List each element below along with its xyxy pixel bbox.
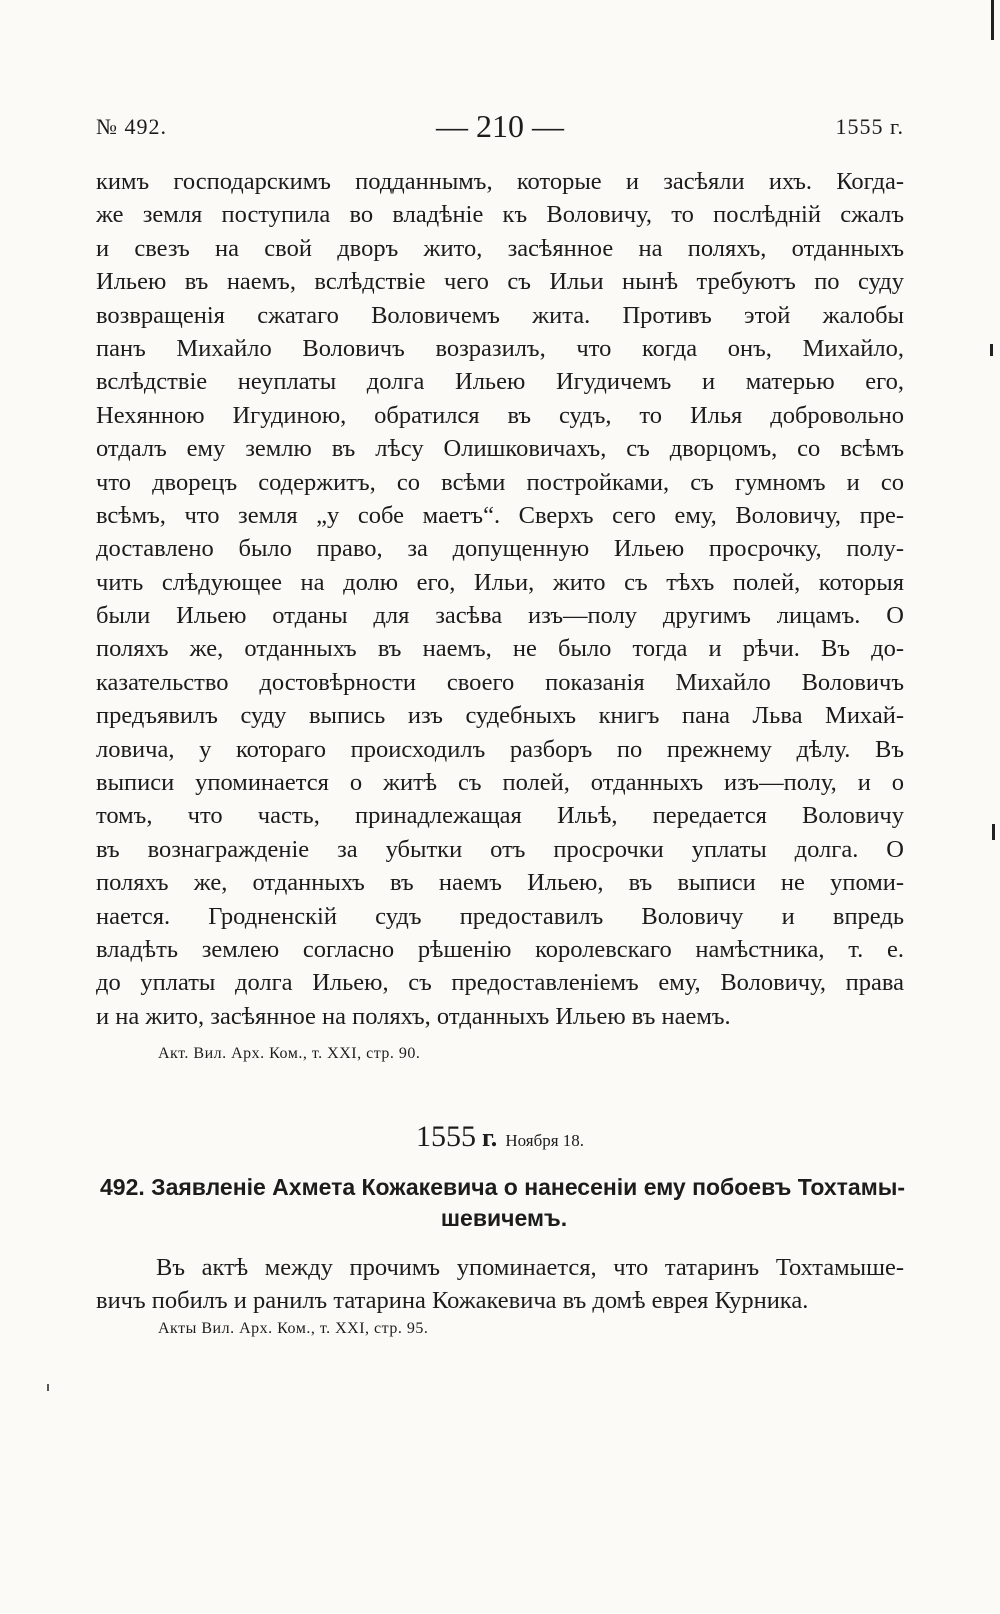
text-line: ловича, у котораго происходилъ разборъ по прежнему дѣлу. Въ (96, 735, 904, 763)
text-line: поляхъ же, отданныхъ въ наемъ Ильею, въ выписи не упоми- (96, 869, 904, 897)
page-header (96, 108, 904, 148)
document-number: № 492. (96, 114, 167, 139)
text-line: нается. Гродненскій судъ предоставилъ Воловичу и впредь (96, 902, 904, 930)
text-line: предъявилъ суду выпись изъ судебныхъ книгъ пана Льва Михай- (96, 702, 904, 730)
main-text (96, 165, 904, 1033)
text-line: томъ, что часть, принадлежащая Ильѣ, передается Воловичу (96, 802, 904, 830)
text-line: что дворецъ содержитъ, со всѣми постройками, съ гумномъ и со (96, 468, 904, 496)
title-line: 492. Заявленіе Ахмета Кожакевича о нанесеніи ему побоевъ Тохтамы- (100, 1174, 906, 1200)
text-line: возвращенія сжатаго Воловичемъ жита. Противъ этой жалобы (96, 301, 904, 329)
text-line: вичъ побилъ и ранилъ татарина Кожакевича въ домѣ еврея Курника. (96, 1287, 809, 1315)
page-edge-mark (990, 344, 993, 356)
date-year: 1555 (415, 1120, 476, 1153)
text-line: до уплаты долга Ильею, съ предоставленіемъ ему, Воловичу, права (96, 969, 904, 997)
text-line: казательство достовѣрности своего показанія Михайло Воловичъ (96, 668, 904, 696)
header-year: 1555 г. (835, 114, 904, 139)
page-edge-mark (992, 824, 995, 840)
text-line: доставлено было право, за допущенную Ильею просрочку, полу- (96, 535, 904, 563)
text-line: всѣмъ, что земля „у собе маетъ“. Сверхъ сего ему, Воловичу, пре- (96, 501, 904, 529)
text-line: панъ Михайло Воловичъ возразилъ, что когда онъ, Михайло, (96, 334, 904, 362)
citation-source: Акты Вил. Арх. Ком., т. XXI, стр. 95. (158, 1320, 429, 1337)
text-line: кимъ господарскимъ подданнымъ, которые и засѣяли ихъ. Когда- (96, 168, 904, 195)
date-year-suffix: г. (481, 1123, 498, 1152)
entry-text (96, 1251, 904, 1318)
entry-date (0, 1120, 1000, 1154)
text-line: выписи упоминается о житѣ съ полей, отданныхъ изъ—полу, и о (96, 769, 904, 797)
scan-speck (47, 1384, 49, 1391)
text-line: вслѣдствіе неуплаты долга Ильею Игудичемъ и матерью его, (96, 368, 904, 396)
title-line: шевичемъ. (440, 1205, 568, 1231)
text-line: чить слѣдующее на долю его, Ильи, жито съ тѣхъ полей, которыя (96, 568, 904, 596)
text-line: были Ильею отданы для засѣва изъ—полу другимъ лицамъ. О (96, 602, 904, 630)
text-line: и на жито, засѣянное на поляхъ, отданныхъ Ильею въ наемъ. (96, 1002, 731, 1030)
citation-source: Акт. Вил. Арх. Ком., т. XXI, стр. 90. (158, 1045, 421, 1062)
page-edge-mark (991, 0, 994, 40)
text-line: Ильею въ наемъ, вслѣдствіе чего съ Ильи нынѣ требуютъ по суду (96, 268, 904, 296)
text-line: же земля поступила во владѣніе къ Воловичу, то послѣдній сжалъ (96, 201, 904, 229)
text-line: владѣть землею согласно рѣшенію королевскаго намѣстника, т. е. (96, 935, 904, 963)
entry-title (100, 1172, 908, 1234)
page-number: — 210 — (436, 108, 564, 144)
text-line: отдалъ ему землю въ лѣсу Олишковичахъ, съ дворцомъ, со всѣмъ (96, 435, 904, 463)
text-line: поляхъ же, отданныхъ въ наемъ, не было тогда и рѣчи. Въ до- (96, 635, 904, 663)
text-line: въ вознагражденіе за убытки отъ просрочки уплаты долга. О (96, 835, 904, 863)
text-line: и свезъ на свой дворъ жито, засѣянное на поляхъ, отданныхъ (96, 234, 904, 262)
date-day: Ноября 18. (505, 1131, 585, 1150)
text-line: Нехянною Игудиною, обратился въ судъ, то Илья добровольно (96, 401, 904, 429)
text-line: Въ актѣ между прочимъ упоминается, что татаринъ Тохтамыше- (156, 1254, 904, 1281)
